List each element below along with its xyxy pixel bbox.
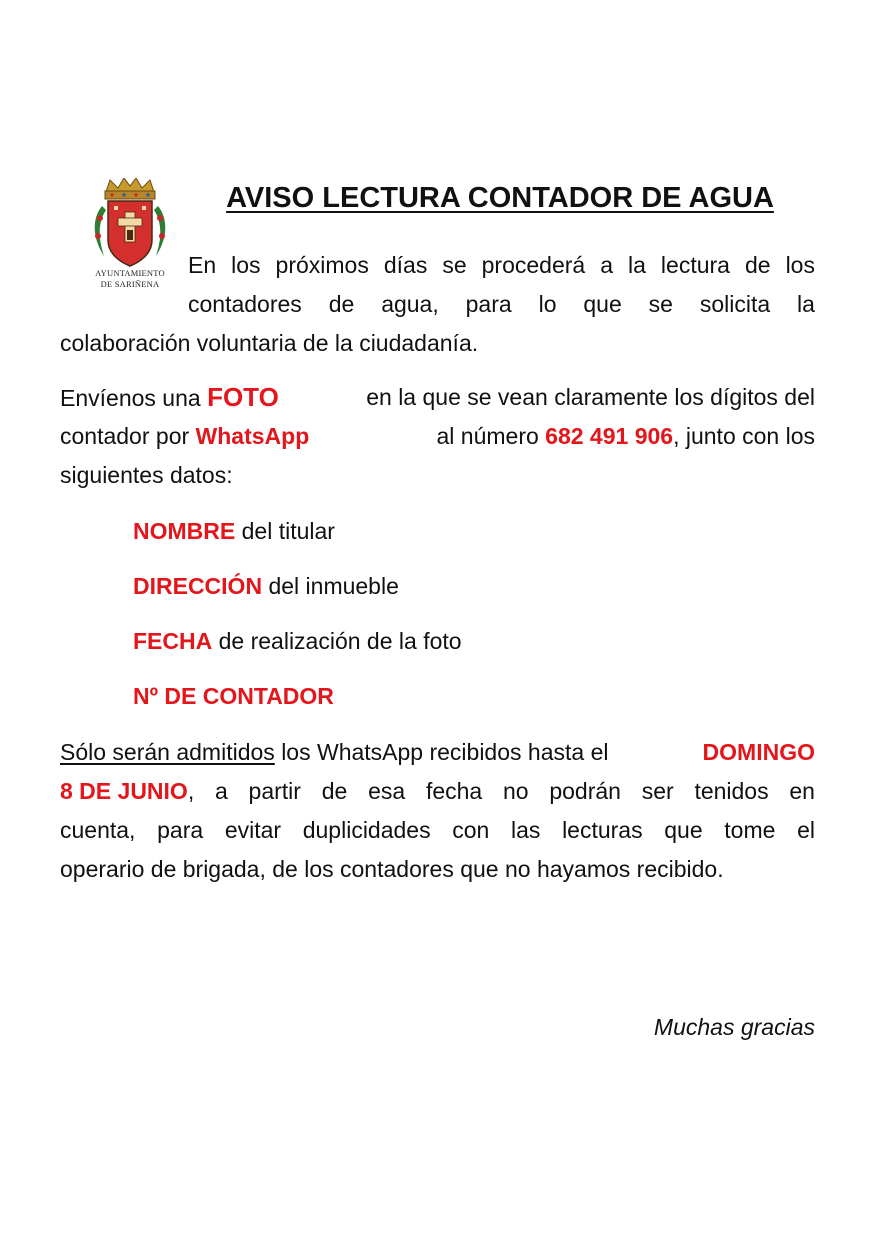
word: las (511, 817, 541, 843)
list-item: Nº DE CONTADOR (133, 683, 334, 709)
word: días (383, 252, 428, 278)
list-item: NOMBRE del titular (133, 518, 335, 544)
word: con (452, 817, 490, 843)
logo-caption: AYUNTAMIENTO DE SARIÑENA (95, 268, 165, 289)
word: en (789, 778, 815, 804)
word: de (744, 252, 771, 278)
foto-highlight: FOTO (207, 382, 279, 412)
request-line-3: siguientes datos: (60, 462, 233, 488)
word: de (321, 778, 348, 804)
word: , (187, 778, 195, 804)
word: se (648, 291, 673, 317)
word: que (664, 817, 703, 843)
request-line-1: Envíenos una FOTO en la que se vean claramente los dígitos del (60, 382, 815, 412)
deadline-date: 8 DE JUNIO (60, 778, 188, 804)
word: fecha (425, 778, 483, 804)
closing-thanks: Muchas gracias (653, 1014, 815, 1040)
word: tenidos (694, 778, 769, 804)
word: En (188, 252, 217, 278)
word: no (502, 778, 529, 804)
intro-line-3: colaboración voluntaria de la ciudadanía. (60, 330, 479, 356)
list-item: DIRECCIÓN del inmueble (133, 573, 399, 599)
word: cuenta, (60, 817, 136, 843)
intro-line-2 (60, 285, 815, 324)
request-line-2: contador por WhatsApp al número 682 491 906, junto con los (60, 423, 815, 449)
word: lecturas (562, 817, 643, 843)
request-paragraph (60, 378, 815, 495)
word: ser (641, 778, 674, 804)
word: esa (368, 778, 406, 804)
word: para (465, 291, 512, 317)
word: los (785, 252, 815, 278)
word: lectura (660, 252, 730, 278)
intro-paragraph (60, 246, 815, 363)
phone-number: 682 491 906 (545, 423, 674, 449)
required-fields-list (133, 512, 733, 732)
word: próximos (275, 252, 369, 278)
word: procederá (481, 252, 586, 278)
deadline-line-3 (60, 811, 815, 850)
deadline-day: DOMINGO (702, 739, 815, 765)
word: agua, (381, 291, 439, 317)
word: duplicidades (302, 817, 431, 843)
deadline-line-2 (60, 772, 815, 811)
word: podrán (549, 778, 621, 804)
word: la (628, 252, 646, 278)
word: que (583, 291, 622, 317)
admitted-underline: Sólo serán admitidos (60, 739, 275, 765)
intro-line-1 (60, 246, 815, 285)
word: contadores (188, 291, 302, 317)
list-item: FECHA de realización de la foto (133, 628, 462, 654)
word: para (157, 817, 204, 843)
deadline-line-1: Sólo serán admitidos los WhatsApp recibidos hasta el DOMINGO (60, 733, 815, 772)
whatsapp-highlight: WhatsApp (195, 423, 310, 449)
word: de (328, 291, 355, 317)
word: lo (538, 291, 557, 317)
word: solicita (699, 291, 771, 317)
word: el (797, 817, 815, 843)
word: evitar (224, 817, 282, 843)
word: los (231, 252, 261, 278)
word: la (797, 291, 815, 317)
deadline-line-4: operario de brigada, de los contadores que no hayamos recibido. (60, 856, 724, 882)
word: a (214, 778, 228, 804)
word: tome (724, 817, 776, 843)
deadline-paragraph (60, 733, 815, 889)
word: a (600, 252, 614, 278)
word: partir (248, 778, 301, 804)
page-title: AVISO LECTURA CONTADOR DE AGUA (226, 182, 774, 214)
word: se (442, 252, 467, 278)
